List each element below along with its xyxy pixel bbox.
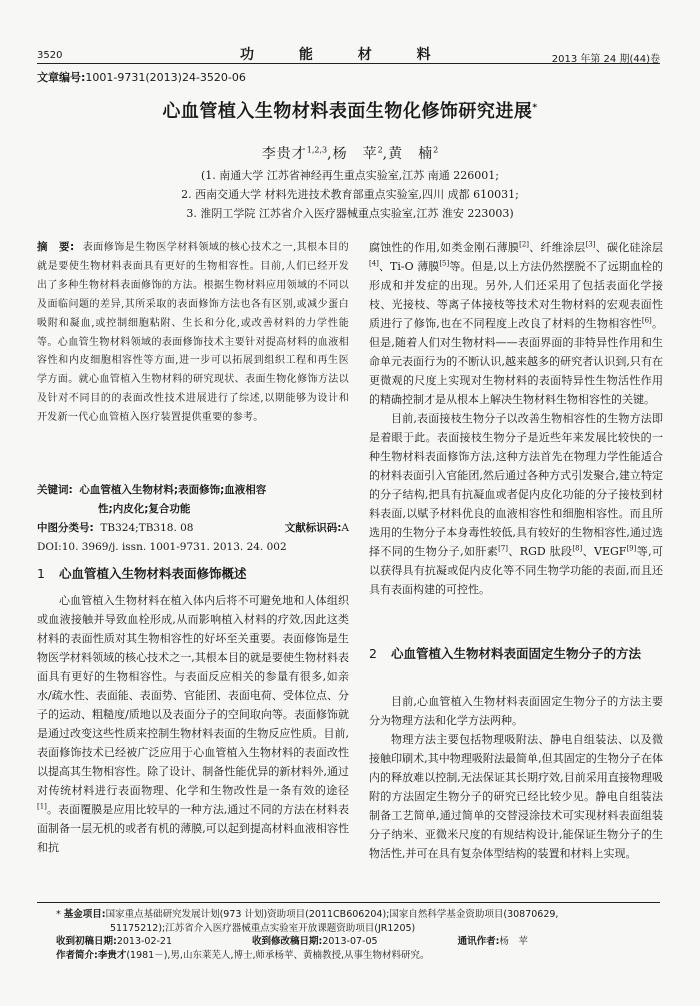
citation: [4] bbox=[369, 259, 379, 268]
corresponding-label: 通讯作者: bbox=[457, 936, 500, 947]
section-1-heading bbox=[37, 564, 349, 584]
paragraph-text: 目前,表面接枝生物分子以改善生物相容性的生物方法即是着眼于此。表面接枝生物分子是近些年来发展比较快的一种生物材料表面修饰方法,这种方法首先在物理力学性能适合的材料表面引入官能团,然后通过各种方式引发聚合,建立特定的分子结构,把具有抗凝血或者促内皮化功能的分子接枝到材料表面,以赋予材料优良的血液相容性和细胞相容性。而且所选用的生物分子本身毒性较低,具有较好的生物相容性,通过选择不同的生物分子,如肝素 bbox=[369, 412, 663, 558]
issue-info: 2013 年第 24 期(44)卷 bbox=[551, 54, 660, 65]
fund-text: 国家重点基础研究发展计划(973 计划)资助项目(2011CB606204);国家自然科学基金资助项目(30870629, bbox=[105, 909, 559, 920]
article-number bbox=[37, 69, 246, 85]
paragraph-text: 等。但是,以上方法仍然摆脱不了远期血栓的形成和并发症的出现。另外,人们还采用了包括表面化学接枝、光接枝、等离子体接枝等技术对生物材料的宏观表面性质进行了修饰,也在不同程度上改良了材料的生物相容性 bbox=[369, 260, 663, 330]
header-rule bbox=[37, 63, 660, 64]
fund-text: 51175212);江苏省介入医疗器械重点实验室开放课题资助项目(JR1205) bbox=[110, 922, 416, 934]
citation: [2] bbox=[519, 240, 530, 249]
footnote-rule bbox=[37, 902, 660, 903]
received-label: 收到初稿日期: bbox=[56, 936, 117, 947]
bio-label: 作者简介: bbox=[56, 949, 98, 961]
paragraph-text: 、碳化硅涂层 bbox=[595, 241, 664, 254]
paragraph-text: 等,可以获得具有抗凝或促内皮化等不同生物学功能的表面,而且还具有表面构建的可控性。 bbox=[369, 545, 664, 596]
author-name: 杨 苹 bbox=[332, 146, 378, 162]
paragraph-text: 、纤维涂层 bbox=[529, 241, 586, 254]
abstract-label: 摘 要: bbox=[37, 241, 75, 253]
keywords-label: 关键词: bbox=[37, 484, 73, 496]
footnote: * 基金项目:国家重点基础研究发展计划(973 计划)资助项目(2011CB606204);国家自然科学基金资助项目(30870629, 51175212);江苏省介入医疗器械重点实验室开放课题资助项目(JR1205) 收到初稿日期:2013-02-21 收到修改稿日期:2013-07-05 通讯作者:杨 苹 作者简介:李贵才(1981－),男,山东莱芜人,博士,师承杨苹、黄楠教授,从事生物材料研究。 bbox=[56, 908, 676, 962]
revised-date: 2013-07-05 bbox=[322, 936, 378, 947]
doc-code-label: 文献标识码: bbox=[284, 522, 342, 534]
citation: [3] bbox=[585, 240, 596, 249]
affiliations bbox=[0, 166, 700, 223]
author-list: 李贵才$^{1,2,3}$,杨 苹$^2$,黄 楠$^2$ bbox=[261, 145, 439, 162]
section-1-body bbox=[37, 591, 349, 857]
section-number: 1 bbox=[37, 566, 45, 581]
article-number-label: 文章编号: bbox=[37, 71, 86, 84]
paragraph-text: 。但是,随着人们对生物材料——表面界面的非特异性作用和生命单元表面行为的不断认识,越来越多的研究者认识到,只有在更微观的尺度上实现对生物材料的表面特异性生物活性作用的精确控制才是从根本上解决生物材料生物相容性的关键。 bbox=[369, 317, 663, 406]
classification bbox=[37, 519, 349, 557]
doc-code-value: A bbox=[341, 522, 349, 534]
paragraph-text: 心血管植入生物材料在植入体内后将不可避免地和人体组织或血液接触并导致血栓形成,从而影响植入材料的疗效,因此这类材料的表面性质对其生物相容性的好坏至关重要。表面修饰是生物医学材料领域的核心技术之一,其根本目的就是要使生物材料表面具有更好的生物相容性。与表面反应相关的参量有很多,如亲水/疏水性、表面能、表面势、官能团、表面电荷、受体位点、分子的运动、粗糙度/质地以及表面分子的空间取向等。表面修饰就是通过改变这些性质来控制生物材料表面的生物反应性质。目前,表面修饰技术已经被广泛应用于心血管植入生物材料的表面改性以提高其生物相容性。除了设计、制备性能优异的新材料外,通过对传统材料进行表面物理、化学和生物改性是一条有效的途径 bbox=[37, 594, 349, 797]
author-name: 李贵才 bbox=[261, 146, 307, 162]
paper-title-text: 心血管植入生物材料表面生物化修饰研究进展 bbox=[162, 101, 533, 122]
citation: [9] bbox=[626, 544, 637, 553]
paragraph-text: 。表面覆膜是应用比较早的一种方法,通过不同的方法在材料表面制备一层无机的或者有机的薄膜,可以起到提高材料血液相容性和抗 bbox=[37, 803, 349, 854]
corresponding-author: 杨 苹 bbox=[499, 936, 528, 947]
article-number-value: 1001-9731(2013)24-3520-06 bbox=[85, 71, 246, 84]
paragraph-text: 、VEGF bbox=[582, 545, 627, 558]
doi: DOI:10. 3969/j. issn. 1001-9731. 2013. 24. 002 bbox=[37, 541, 287, 553]
affiliation-line: (1. 南通大学 江苏省神经再生重点实验室,江苏 南通 226001; bbox=[201, 169, 499, 182]
section-number: 2 bbox=[369, 646, 377, 661]
section-2-heading bbox=[369, 644, 663, 664]
title-footnote-mark: * bbox=[532, 103, 538, 113]
author-affiliation-mark: 2 bbox=[433, 145, 439, 155]
paper-title bbox=[0, 97, 700, 123]
journal-name: 功 能 材 料 bbox=[240, 47, 451, 63]
right-column-body bbox=[369, 238, 663, 599]
affiliation-line: 3. 淮阴工学院 江苏省介入医疗器械重点实验室,江苏 淮安 223003) bbox=[186, 207, 514, 220]
page-number: 3520 bbox=[37, 50, 63, 61]
bio-name: 李贵才 bbox=[97, 949, 127, 961]
author-affiliation-mark: 2 bbox=[377, 145, 383, 155]
paragraph-text: 腐蚀性的作用,如类金刚石薄膜 bbox=[369, 241, 520, 254]
paragraph bbox=[369, 409, 663, 599]
citation: [6] bbox=[641, 316, 652, 325]
keywords bbox=[37, 481, 349, 519]
paragraph bbox=[37, 591, 349, 857]
bio-text: (1981－),男,山东莱芜人,博士,师承杨苹、黄楠教授,从事生物材料研究。 bbox=[126, 949, 430, 961]
abstract-text: 表面修饰是生物医学材料领域的核心技术之一,其根本目的就是要使生物材料表面具有更好的生物相容性。目前,人们已经开发出了多种生物材料表面修饰的方法。根据生物材料应用领域的不同以及面临问题的差异,其所采取的表面修饰方法也各有区别,或减少蛋白吸附和凝血,或控制细胞粘附、生长和分化,或改善材料的力学性能等。心血管生物材料领域的表面修饰技术主要针对提高材料的血液相容性和内皮细胞相容性等方面,进一步可以拓展到组织工程和再生医学方面。就心血管植入生物材料的研究现状、表面生物化修饰方法以及针对不同目的的表面改性技术进展进行了综述,以期能够为设计和开发新一代心血管植入医疗装置提供重要的参考。 bbox=[37, 242, 349, 424]
author-name: 黄 楠 bbox=[388, 146, 434, 162]
section-title: 心血管植入生物材料表面固定生物分子的方法 bbox=[391, 646, 642, 661]
citation: [1] bbox=[37, 802, 47, 811]
citation: [5] bbox=[439, 259, 450, 268]
affiliation-line: 2. 西南交通大学 材料先进技术教育部重点实验室,四川 成都 610031; bbox=[181, 188, 519, 201]
keywords-line-1: 心血管植入生物材料;表面修饰;血液相容 bbox=[79, 484, 267, 496]
fund-label: 基金项目: bbox=[63, 909, 106, 920]
dates-row bbox=[56, 935, 676, 949]
paragraph-text: 、RGD 肽段 bbox=[508, 545, 573, 558]
paragraph-text: 、Ti-O 薄膜 bbox=[378, 260, 440, 273]
citation: [7] bbox=[498, 544, 509, 553]
paragraph: 目前,心血管植入生物材料表面固定生物分子的方法主要分为物理方法和化学方法两种。 bbox=[369, 695, 663, 727]
paragraph bbox=[369, 238, 663, 409]
section-2-body bbox=[369, 692, 663, 863]
abstract bbox=[37, 238, 349, 428]
paragraph: 物理方法主要包括物理吸附法、静电自组装法、以及微接触印刷术,其中物理吸附法最简单,但其固定的生物分子在体内的释放难以控制,无法保证其长期疗效,目前采用直接物理吸附的方法固定生物分子的研究已经比较少见。静电自组装法制备工艺简单,通过简单的交替浸涂技术可实现材料表面组装分子纳米、亚微米尺度的有规结构设计,能保证生物分子的生物活性,并可在具有复杂体型结构的装置和材料上实现。 bbox=[369, 733, 663, 860]
author-affiliation-mark: 1,2,3 bbox=[306, 145, 328, 155]
clc-value: TB324;TB318. 08 bbox=[100, 522, 194, 534]
keywords-line-2: 性;内皮化;复合功能 bbox=[98, 503, 191, 515]
received-date: 2013-02-21 bbox=[116, 936, 173, 947]
citation: [8] bbox=[572, 544, 583, 553]
section-title: 心血管植入生物材料表面修饰概述 bbox=[59, 566, 247, 581]
clc-label: 中图分类号: bbox=[37, 522, 94, 534]
revised-label: 收到修改稿日期: bbox=[252, 936, 323, 947]
